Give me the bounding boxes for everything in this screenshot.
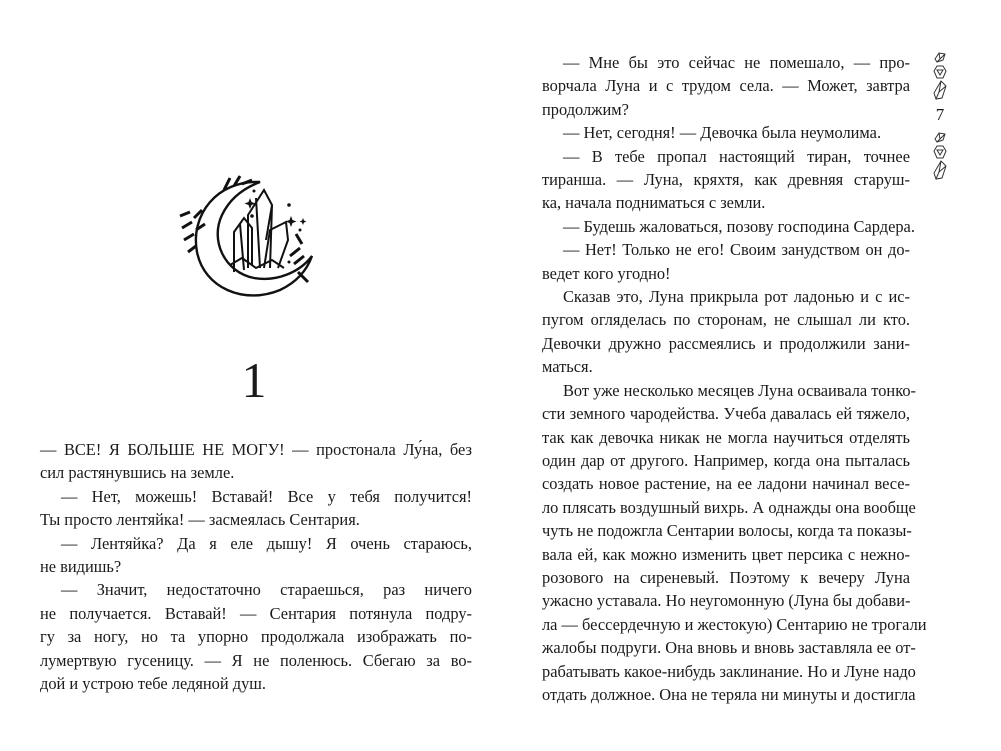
text-line: не получается. Вставай! — Сентария потянула подру-: [40, 603, 472, 623]
text-line: гу за ногу, но та упорно продолжала изображать по-: [40, 627, 472, 647]
text-line: один дар от другого. Например, когда она пыталась: [542, 450, 910, 470]
text-line: вала ей, как можно изменить цвет персика с нежно-: [542, 544, 910, 564]
left-page: [0, 0, 500, 751]
text-line: тиранша. — Луна, кряхтя, как древняя старуш-: [542, 170, 910, 190]
gem-icon: [933, 80, 947, 100]
text-line: — Нет! Только не его! Своим занудством он до-: [563, 240, 910, 260]
text-line: маться.: [542, 357, 593, 377]
chapter-number: 1: [241, 352, 267, 408]
paragraph: [40, 532, 472, 579]
gem-icon: [933, 130, 947, 144]
paragraph: [542, 238, 910, 285]
crescent-moon-crystals-icon: [172, 160, 332, 310]
text-line: — Нет, можешь! Вставай! Все у тебя получится!: [61, 486, 472, 506]
paragraph: [40, 578, 472, 695]
paragraph: [542, 121, 910, 144]
text-line: Вот уже несколько месяцев Луна осваивала тонко-: [563, 380, 916, 400]
gem-icon: [933, 160, 947, 180]
paragraph: [40, 485, 472, 532]
text-line: сил растянувшись на земле.: [40, 463, 235, 483]
text-line: рабатывать какое-нибудь заклинание. Но и Луне надо: [542, 661, 916, 681]
text-line: — Значит, недостаточно стараешься, раз ничего: [61, 580, 472, 600]
text-line: ло плясать воздушный вихрь. А однажды она вообще: [542, 497, 916, 517]
right-page: [500, 0, 1001, 751]
page-number: 7: [935, 105, 945, 124]
body-text: [542, 51, 927, 706]
text-line: ужасно уставала. Но неугомонную (Луна бы добави-: [542, 591, 911, 611]
text-line: — Будешь жаловаться, позову господина Сардера.: [563, 216, 915, 236]
text-line: ка, начала подниматься с земли.: [542, 193, 766, 213]
gem-icon: [933, 144, 947, 160]
gem-icon: [933, 64, 947, 80]
paragraph: [542, 285, 910, 379]
paragraph: [542, 51, 910, 121]
paragraph: [542, 215, 915, 238]
text-line: чуть не подожгла Сентарии волосы, когда та показы-: [542, 521, 912, 541]
folio: [925, 50, 955, 180]
gem-icon: [933, 50, 947, 64]
text-line: ведет кого угодно!: [542, 263, 671, 283]
text-line: — Мне бы это сейчас не помешало, — про-: [563, 53, 910, 72]
body-text: [40, 438, 472, 695]
text-line: дой и устрою тебе ледяной душ.: [40, 674, 266, 694]
text-line: пугом огляделась по сторонам, не слышал ли кто.: [542, 310, 910, 330]
text-line: — ВСЕ! Я БОЛЬШЕ НЕ МОГУ! — простонала Лу́на, без: [40, 440, 472, 459]
text-line: ворчала Луна и с трудом села. — Может, завтра: [542, 76, 910, 96]
paragraph: [542, 379, 927, 707]
text-line: Ты просто лентяйка! — засмеялась Сентария.: [40, 510, 360, 530]
text-line: жалобы подруги. Она вновь и вновь заставляла ее от-: [542, 638, 916, 658]
paragraph: [542, 145, 910, 215]
text-line: так как девочка никак не могла научиться отделять: [542, 427, 910, 447]
text-line: — В тебе пропал настоящий тиран, точнее: [563, 146, 910, 166]
paragraph: [40, 438, 472, 485]
text-line: Девочки дружно рассмеялись и продолжили зани-: [542, 333, 910, 353]
text-line: сти земного чародейства. Учеба давалась ей тяжело,: [542, 404, 910, 424]
text-line: — Нет, сегодня! — Девочка была неумолима.: [563, 123, 882, 143]
text-line: ла — бессердечную и жестокую) Сентарию не трогали: [542, 614, 927, 634]
text-line: продолжим?: [542, 99, 629, 119]
text-line: создать новое растение, на ее ладони начинал весе-: [542, 474, 910, 494]
text-line: не видишь?: [40, 557, 122, 577]
text-line: лумертвую гусеницу. — Я не поленюсь. Сбегаю за во-: [40, 650, 472, 670]
text-line: отдать должное. Она не теряла ни минуты и достигла: [542, 684, 916, 704]
text-line: розового на сиреневый. Поэтому к вечеру Луна: [542, 567, 910, 587]
text-line: — Лентяйка? Да я еле дышу! Я очень стараюсь,: [61, 533, 472, 553]
text-line: Сказав это, Луна прикрыла рот ладонью и с ис-: [563, 287, 910, 307]
